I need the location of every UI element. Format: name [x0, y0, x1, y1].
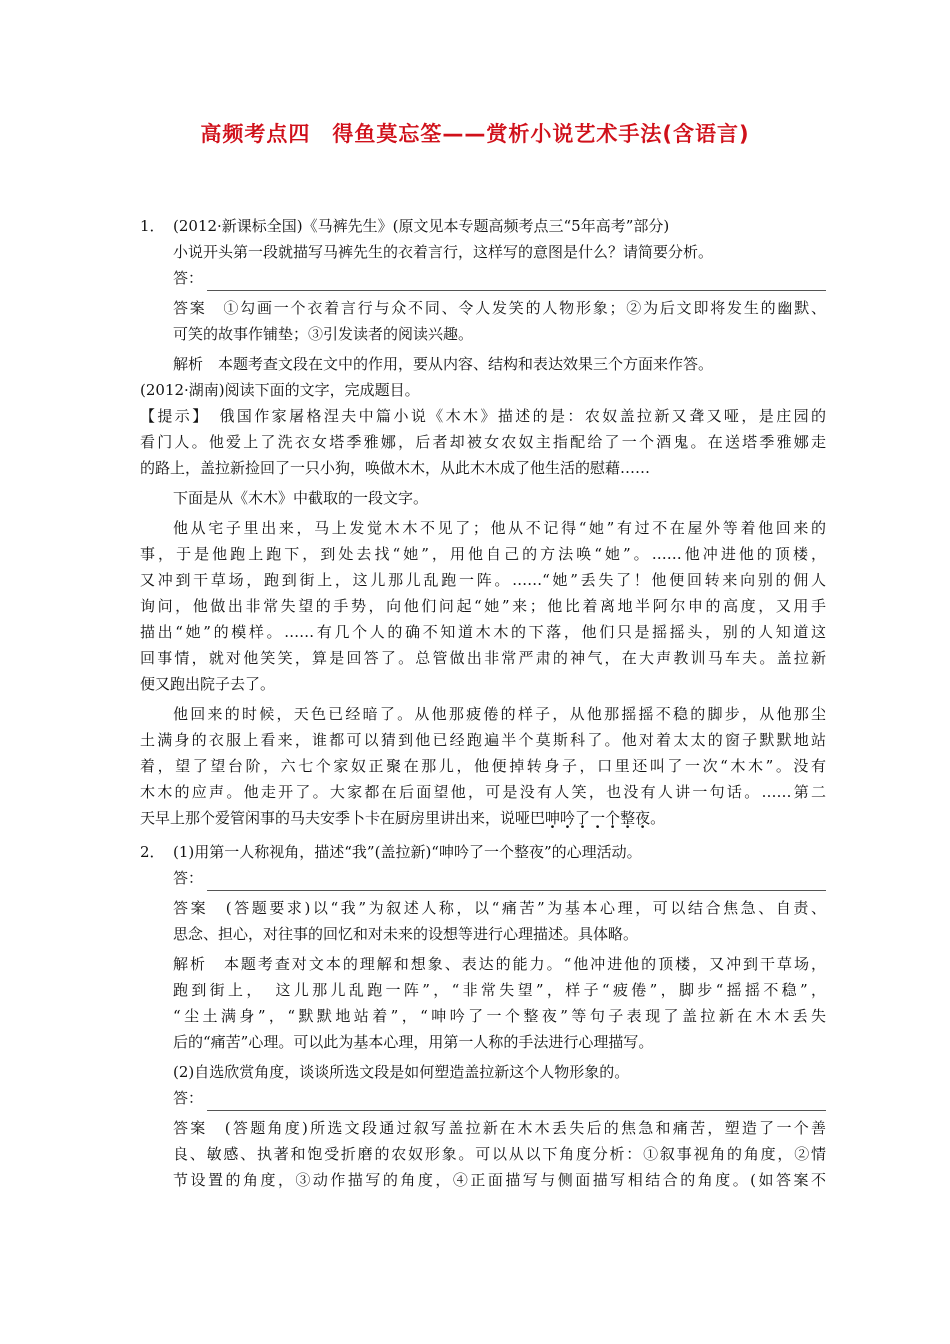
question-1-source: [140, 213, 826, 239]
passage-line: 事，于是他跑上跑下，到处去找“她”，用他自己的方法唤“她”。……他冲进他的顶楼，: [140, 545, 826, 563]
answer-text: 思念、担心，对往事的回忆和对未来的设想等进行心理描述。具体略。: [173, 925, 639, 943]
passage-line: 又冲到干草场，跑到街上，这儿那儿乱跑一阵。……“她”丢失了！他便回转来向别的佣人: [140, 571, 826, 589]
question-number: 1．: [140, 217, 165, 235]
hint-line: 【提示】 俄国作家屠格涅夫中篇小说《木木》描述的是：农奴盖拉新又聋又哑，是庄园的: [140, 407, 826, 425]
hint-line: 看门人。他爱上了洗衣女塔季雅娜，后者却被女农奴主指配给了一个酒鬼。在送塔季雅娜走: [140, 433, 826, 451]
passage-intro: 下面是从《木木》中截取的一段文字。: [173, 489, 429, 507]
answer-text: 答案 ①勾画一个衣着言行与众不同、令人发笑的人物形象；②为后文即将发生的幽默、: [173, 299, 826, 317]
passage-text: 。: [650, 809, 666, 827]
emphasis-char: 夜: [635, 809, 651, 827]
answer-field[interactable]: [140, 1085, 826, 1111]
passage-line: 土满身的衣服上看来，谁都可以猜到他已经跑遍半个莫斯科了。他对着太太的窗子默默地站: [140, 731, 826, 749]
answer-prompt: 答：: [173, 269, 204, 287]
passage-text: 天早上那个爱管闲事的马夫安季卜卡在厨房里讲出来，说哑巴: [140, 809, 546, 827]
answer-text: 节设置的角度，③动作描写的角度，④正面描写与侧面描写相结合的角度。(如答案不: [173, 1171, 826, 1189]
passage-line: 木木的应声。他走开了。大家都在后面望他，可是没有人笑，也没有人讲一句话。……第二: [140, 783, 826, 801]
emphasis-char: 整: [620, 809, 636, 827]
answer-text: 答案 (答题要求)以“我”为叙述人称，以“痛苦”为基本心理，可以结合焦急、自责、: [173, 899, 826, 917]
answer-prompt: 答：: [173, 869, 204, 887]
analysis-text: 跑到街上， 这儿那儿乱跑一阵”，“非常失望”，样子“疲倦”，脚步“摇摇不稳”，: [173, 981, 826, 999]
passage-line: 他从宅子里出来，马上发觉木木不见了；他从不记得“她”有过不在屋外等着他回来的: [173, 519, 826, 537]
passage-line: 回事情，就对他笑笑，算是回答了。总管做出非常严肃的神气，在大声教训马车夫。盖拉新: [140, 649, 826, 667]
document-body: [140, 213, 826, 1193]
emphasis-char: 一: [590, 809, 606, 827]
emphasis-char: 了: [575, 809, 591, 827]
question-2-sub-1: [140, 839, 826, 865]
source-text: (2012·新课标全国)《马裤先生》(原文见本专题高频考点三“5年高考”部分): [173, 217, 670, 235]
answer-line: [207, 1092, 826, 1111]
emphasis-char: 吟: [560, 809, 576, 827]
emphasis-char: 个: [605, 809, 621, 827]
answer-field[interactable]: [140, 865, 826, 891]
answer-text: 可笑的故事作铺垫；③引发读者的阅读兴趣。: [173, 325, 474, 343]
passage-source: (2012·湖南)阅读下面的文字，完成题目。: [140, 381, 420, 399]
page-title: 高频考点四 得鱼莫忘筌——赏析小说艺术手法(含语言): [200, 122, 750, 146]
passage-line: 着，望了望台阶，六七个家奴正聚在那儿，他便掉转身子，口里还叫了一次“木木”。没有: [140, 757, 826, 775]
question-1-text: 小说开头第一段就描写马裤先生的衣着言行，这样写的意图是什么？请简要分析。: [173, 243, 714, 261]
question-2-sub-2: (2)自选欣赏角度，谈谈所选文段是如何塑造盖拉新这个人物形象的。: [173, 1063, 630, 1081]
answer-text: 答案 (答题角度)所选文段通过叙写盖拉新在木木丢失后的焦急和痛苦，塑造了一个善: [173, 1119, 826, 1137]
analysis-text: 解析 本题考查对文本的理解和想象、表达的能力。“他冲进他的顶楼，又冲到干草场，: [173, 955, 826, 973]
passage-line: 描出“她”的模样。……有几个人的确不知道木木的下落，他们只是摇摇头，别的人知道这: [140, 623, 826, 641]
passage-line: 便又跑出院子去了。: [140, 675, 276, 693]
emphasized-phrase: [545, 809, 650, 827]
analysis-text: “尘土满身”，“默默地站着”，“呻吟了一个整夜”等句子表现了盖拉新在木木丢失: [173, 1007, 826, 1025]
answer-text: 良、敏感、执著和饱受折磨的农奴形象。可以从以下角度分析：①叙事视角的角度，②情: [173, 1145, 826, 1163]
answer-prompt: 答：: [173, 1089, 204, 1107]
question-text: (1)用第一人称视角，描述“我”(盖拉新)“呻吟了一个整夜”的心理活动。: [173, 843, 642, 861]
passage-line: 询问，他做出非常失望的手势，向他们问起“她”来；他比着离地半阿尔申的高度，又用手: [140, 597, 826, 615]
answer-line: [207, 272, 826, 291]
answer-line: [207, 872, 826, 891]
emphasis-char: 呻: [545, 809, 561, 827]
passage-line: 他回来的时候，天色已经暗了。从他那疲倦的样子，从他那摇摇不稳的脚步，从他那尘: [173, 705, 826, 723]
answer-field[interactable]: [140, 265, 826, 291]
question-number: 2．: [140, 843, 165, 861]
analysis-text: 后的“痛苦”心理。可以此为基本心理，用第一人称的手法进行心理描写。: [173, 1033, 654, 1051]
passage-line: [140, 805, 826, 831]
analysis-text: 解析 本题考查文段在文中的作用，要从内容、结构和表达效果三个方面来作答。: [173, 355, 714, 373]
hint-line: 的路上，盖拉新捡回了一只小狗，唤做木木，从此木木成了他生活的慰藉……: [140, 459, 651, 477]
